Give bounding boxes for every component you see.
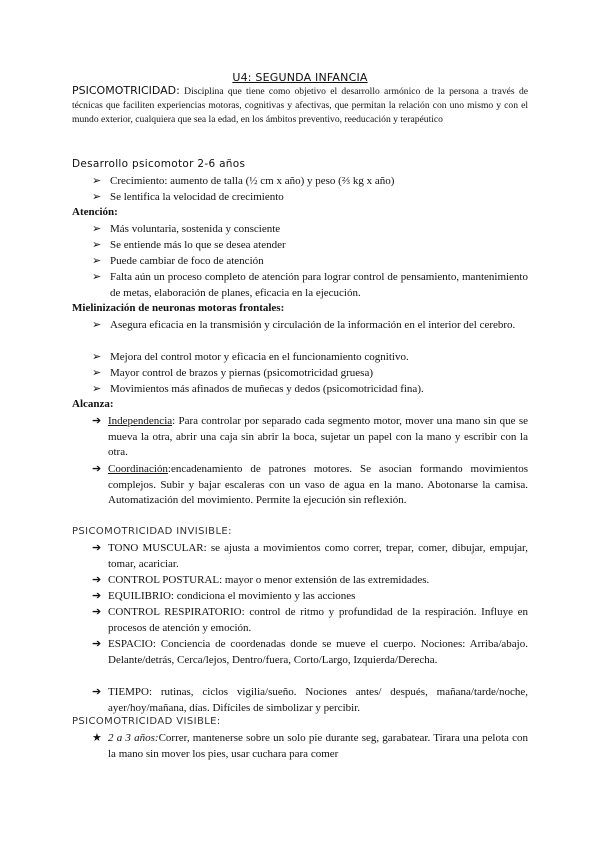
star-bullet-icon: ★	[92, 732, 102, 744]
list-item: ➢ Se entiende más lo que se desea atender	[92, 238, 528, 254]
list-item: ➔ TONO MUSCULAR: se ajusta a movimientos como correr, trepar, comer, dibujar, empujar, tomar, acariciar.	[92, 542, 528, 570]
list-item: ➢ Movimientos más afinados de muñecas y dedos (psicomotricidad fina).	[92, 382, 528, 398]
list-item: ➔ CONTROL POSTURAL: mayor o menor extensión de las extremidades.	[92, 573, 528, 589]
arrow-bullet-icon: ➢	[92, 351, 102, 363]
list-item: ➢ Mejora del control motor y eficacia en el funcionamiento cognitivo.	[92, 350, 528, 366]
heavy-arrow-bullet-icon: ➔	[92, 686, 102, 698]
alcanza-heading: Alcanza:	[72, 398, 114, 410]
list-item: ➢ Crecimiento: aumento de talla (½ cm x año) y peso (⅔ kg x año)	[92, 174, 528, 190]
coordinacion-term: Coordinación	[108, 463, 168, 475]
list-item: ➢ Falta aún un proceso completo de atención para lograr control de pensamiento, mantenimiento de metas, elaboración de planes, eficacia en la ejecución.	[92, 271, 528, 299]
intro-text: Disciplina que tiene como objetivo el desarrollo armónico de la persona a través de técnicas que faciliten experiencias motoras, cognitivas y afectivas, que permitan la relación con uno mismo y con el mundo exterior, cualquiera que sea la edad, en los ámbitos preventivo, reeducación y terapéutico	[72, 86, 528, 125]
arrow-bullet-icon: ➢	[92, 175, 102, 187]
list-item: ➔ CONTROL RESPIRATORIO: control de ritmo y profundidad de la respiración. Influye en procesos de atención y emoción.	[92, 606, 528, 634]
list-item: ➢ Más voluntaria, sostenida y consciente	[92, 222, 528, 238]
list-item: ★ 2 a 3 años:Correr, mantenerse sobre un solo pie durante seg, garabatear. Tirara una pelota con la mano sin mover los pies, usar cuchara para comer	[92, 732, 528, 760]
independencia-term: Independencia	[108, 415, 173, 427]
age-range-term: 2 a 3 años:	[108, 732, 159, 744]
arrow-bullet-icon: ➢	[92, 191, 102, 203]
list-item: ➔ ESPACIO: Conciencia de coordenadas donde se mueve el cuerpo. Nociones: Arriba/abajo. Delante/detrás, Cerca/lejos, Dentro/fuera, Corto/Largo, Izquierda/Derecha.	[92, 638, 528, 666]
heavy-arrow-bullet-icon: ➔	[92, 415, 102, 427]
intro-lead: PSICOMOTRICIDAD:	[72, 84, 180, 97]
arrow-bullet-icon: ➢	[92, 367, 102, 379]
arrow-bullet-icon: ➢	[92, 255, 102, 267]
heavy-arrow-bullet-icon: ➔	[92, 574, 102, 586]
atencion-heading: Atención:	[72, 206, 118, 218]
arrow-bullet-icon: ➢	[92, 239, 102, 251]
desarrollo-heading: Desarrollo psicomotor 2-6 años	[72, 158, 246, 170]
list-item: ➢ Puede cambiar de foco de atención	[92, 254, 528, 270]
mielinizacion-heading: Mielinización de neuronas motoras frontales:	[72, 302, 285, 314]
arrow-bullet-icon: ➢	[92, 223, 102, 235]
list-item: ➔ EQUILIBRIO: condiciona el movimiento y las acciones	[92, 589, 528, 605]
list-item: ➢ Mayor control de brazos y piernas (psicomotricidad gruesa)	[92, 366, 528, 382]
invisible-heading: PSICOMOTRICIDAD INVISIBLE:	[72, 526, 232, 537]
list-item: ➔ TIEMPO: rutinas, ciclos vigilia/sueño. Nociones antes/ después, mañana/tarde/noche, ayer/hoy/mañana, días. Difíciles de simbolizar y percibir.	[92, 686, 528, 714]
heavy-arrow-bullet-icon: ➔	[92, 463, 102, 475]
page-title: U4: SEGUNDA INFANCIA	[232, 71, 368, 84]
list-item: ➢ Se lentifica la velocidad de crecimiento	[92, 190, 528, 206]
heavy-arrow-bullet-icon: ➔	[92, 542, 102, 554]
heavy-arrow-bullet-icon: ➔	[92, 590, 102, 602]
list-item: ➢ Asegura eficacia en la transmisión y circulación de la información en el interior del cerebro.	[92, 318, 528, 334]
heavy-arrow-bullet-icon: ➔	[92, 606, 102, 618]
heavy-arrow-bullet-icon: ➔	[92, 638, 102, 650]
list-item: ➔ Coordinación:encadenamiento de patrones motores. Se asocian formando movimientos complejos. Subir y bajar escaleras con un vaso de agua en la mano. Abotonarse la camisa. Automatización del movimiento. Permite la ejecución sin reflexión.	[92, 463, 528, 506]
intro-paragraph	[72, 84, 528, 126]
visible-heading: PSICOMOTRICIDAD VISIBLE:	[72, 716, 221, 727]
arrow-bullet-icon: ➢	[92, 271, 102, 283]
arrow-bullet-icon: ➢	[92, 383, 102, 395]
list-item: ➔ Independencia: Para controlar por separado cada segmento motor, mover una mano sin que se mueva la otra, abrir una caja sin abrir la boca, sujetar un papel con la mano y escribir con la otra.	[92, 415, 528, 458]
arrow-bullet-icon: ➢	[92, 319, 102, 331]
